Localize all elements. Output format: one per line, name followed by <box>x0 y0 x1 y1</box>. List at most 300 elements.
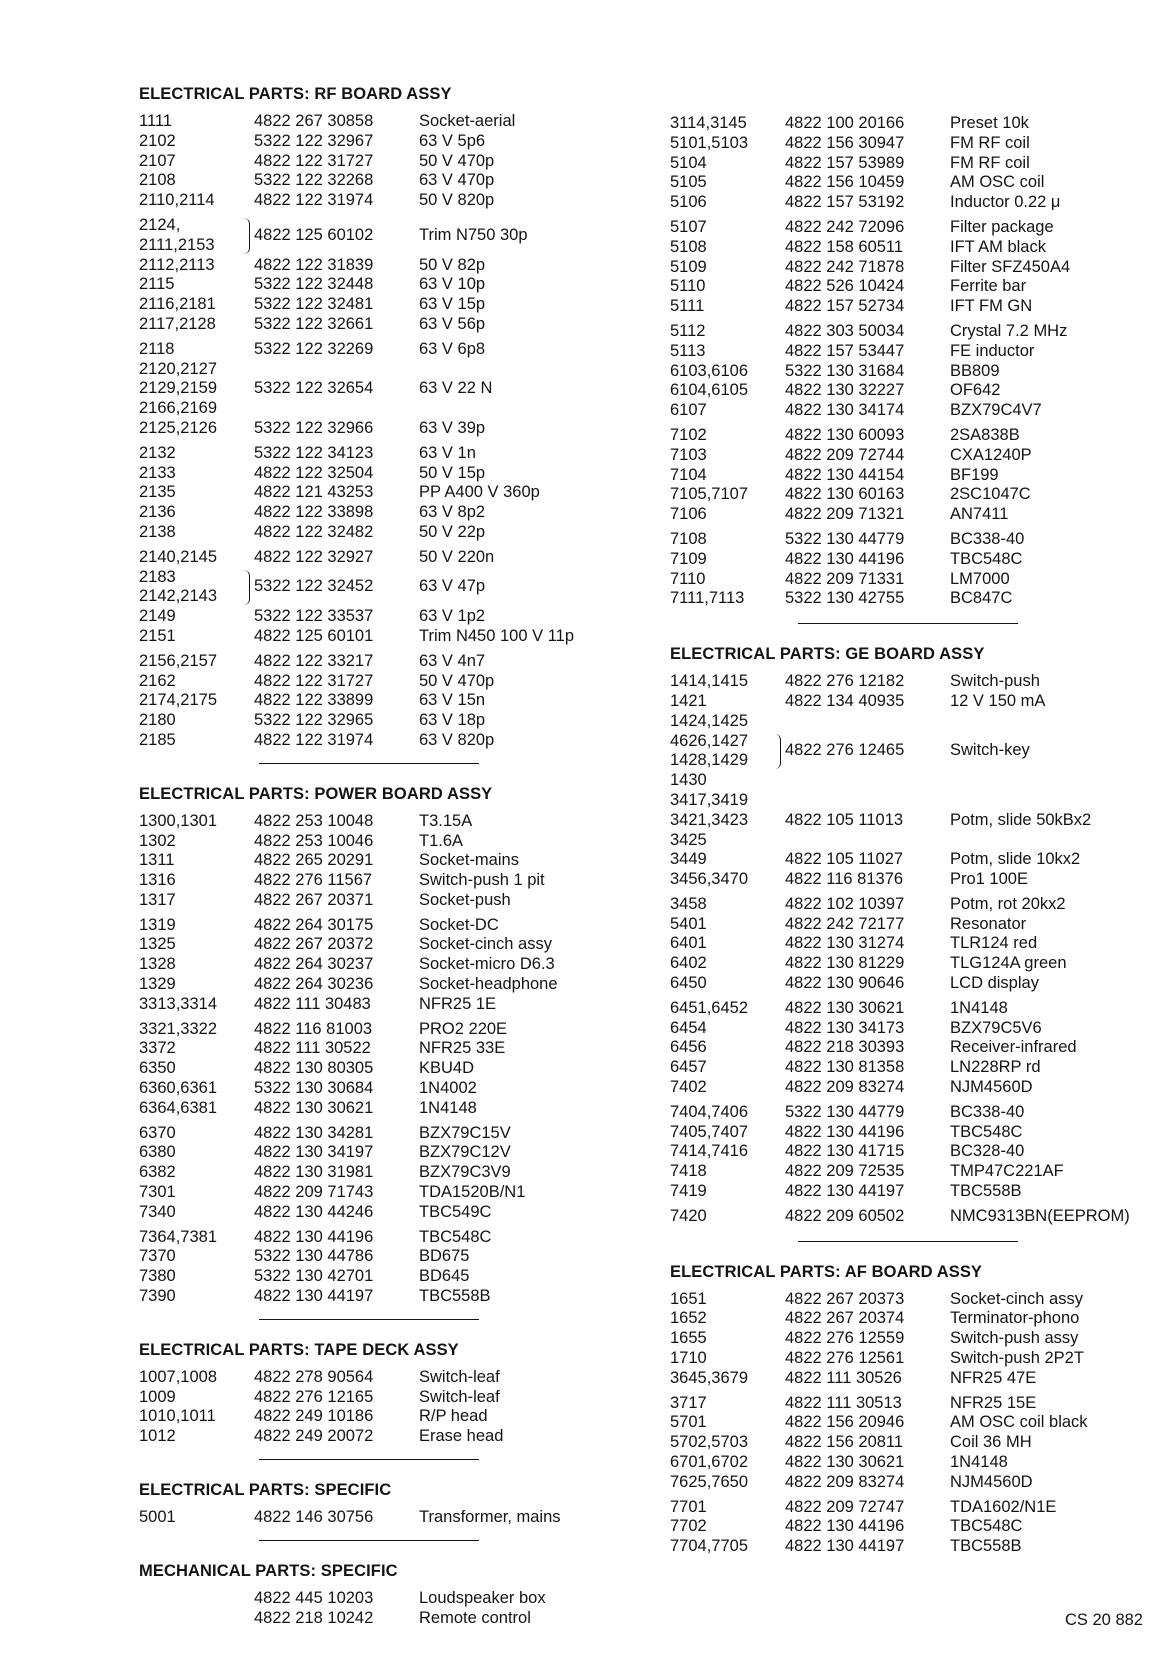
parts-row <box>670 1103 1160 1123</box>
part-number: 4822 130 90646 <box>785 974 905 993</box>
position-numbers: 6104,6105 <box>670 381 748 400</box>
position-numbers: 2166,2169 <box>139 399 217 418</box>
position-numbers: 3456,3470 <box>670 870 748 889</box>
part-description: PP A400 V 360p <box>419 483 540 502</box>
position-numbers: 2136 <box>139 503 176 522</box>
part-number: 4822 253 10048 <box>254 811 374 830</box>
parts-row <box>670 1162 1160 1182</box>
part-number: 4822 130 44196 <box>785 1122 905 1141</box>
position-numbers: 7405,7407 <box>670 1122 748 1141</box>
parts-row <box>139 935 629 955</box>
part-number: 4822 116 81003 <box>254 1019 373 1038</box>
parts-row <box>139 1287 629 1307</box>
position-numbers: 3114,3145 <box>670 114 747 132</box>
part-description <box>419 399 629 419</box>
part-description: 63 V 56p <box>419 314 486 333</box>
part-number: 4822 122 33898 <box>254 503 374 522</box>
parts-row <box>670 218 1160 238</box>
parts-row <box>670 934 1160 954</box>
part-number: 4822 276 12465 <box>785 741 905 760</box>
part-number: 4822 157 53989 <box>785 153 905 172</box>
part-description: TBC549C <box>419 1202 492 1221</box>
parts-row <box>139 483 629 503</box>
parts-row <box>139 1143 629 1163</box>
section-heading: ELECTRICAL PARTS: POWER BOARD ASSY <box>139 784 493 803</box>
part-description: AM OSC coil <box>950 173 1045 192</box>
part-description: Coil 36 MH <box>950 1433 1032 1452</box>
part-description: 63 V 15p <box>419 295 486 314</box>
position-numbers: 6450 <box>670 974 707 993</box>
parts-row <box>670 114 1160 134</box>
position-numbers: 5110 <box>670 277 706 296</box>
part-description: BZX79C5V6 <box>950 1018 1042 1037</box>
part-number: 4822 122 31727 <box>254 671 374 690</box>
parts-row <box>670 426 1160 446</box>
parts-row <box>670 732 1160 772</box>
part-description: Preset 10k <box>950 114 1029 132</box>
part-description: AN7411 <box>950 505 1009 524</box>
parts-row <box>139 568 629 608</box>
row-group <box>670 530 1160 609</box>
part-description: AM OSC coil black <box>950 1413 1088 1432</box>
part-description: 50 V 15p <box>419 463 486 482</box>
part-number: 5322 130 31684 <box>785 361 905 380</box>
part-description: 63 V 1n <box>419 443 476 462</box>
row-group <box>670 114 1160 213</box>
parts-section <box>139 1480 629 1528</box>
parts-row <box>670 134 1160 154</box>
row-group <box>670 1498 1160 1557</box>
part-description: BZX79C3V9 <box>419 1163 511 1182</box>
position-numbers: 1302 <box>139 831 176 850</box>
position-numbers: 5107 <box>670 217 707 236</box>
position-numbers: 5101,5103 <box>670 133 748 152</box>
parts-row <box>139 1247 629 1267</box>
part-number: 4822 267 30858 <box>254 112 374 130</box>
part-number: 4822 130 34173 <box>785 1018 905 1037</box>
part-description: 63 V 820p <box>419 730 495 749</box>
parts-row <box>139 955 629 975</box>
part-number: 4822 264 30175 <box>254 915 374 934</box>
part-number: 4822 122 31974 <box>254 730 374 749</box>
position-numbers: 1329 <box>139 975 176 994</box>
parts-row <box>139 1124 629 1144</box>
part-description: 2SA838B <box>950 425 1020 444</box>
section-divider <box>259 1540 479 1541</box>
part-number: 4822 125 60101 <box>254 626 374 645</box>
position-numbers: 6402 <box>670 954 707 973</box>
position-numbers <box>139 1589 254 1609</box>
section-divider <box>259 763 479 764</box>
parts-row <box>670 850 1160 870</box>
parts-row <box>139 652 629 672</box>
position-numbers: 2108 <box>139 171 176 190</box>
document-code: CS 20 882 <box>1065 1611 1143 1629</box>
position-numbers: 7420 <box>670 1206 707 1225</box>
position-numbers: 7102 <box>670 425 707 444</box>
part-description: BC328-40 <box>950 1142 1025 1161</box>
part-description: Filter package <box>950 217 1054 236</box>
position-numbers: 3421,3423 <box>670 810 748 829</box>
part-number: 4822 130 41715 <box>785 1142 905 1161</box>
part-number: 4822 157 53192 <box>785 193 905 212</box>
parts-row <box>139 1020 629 1040</box>
parts-row <box>139 1508 629 1528</box>
parts-row <box>670 238 1160 258</box>
position-numbers: 1300,1301 <box>139 811 217 830</box>
part-number: 4822 209 72744 <box>785 445 905 464</box>
part-number: 5322 122 32661 <box>254 314 374 333</box>
parts-row <box>670 915 1160 935</box>
part-number: 5322 130 42755 <box>785 589 905 608</box>
part-number: 4822 130 44246 <box>254 1202 374 1221</box>
part-description: LM7000 <box>950 569 1010 588</box>
position-numbers: 7111,7113 <box>670 589 745 608</box>
parts-row <box>139 1039 629 1059</box>
row-group <box>670 672 1160 890</box>
position-numbers: 1421 <box>670 691 707 710</box>
part-number: 4822 218 10242 <box>254 1608 374 1627</box>
part-description: BB809 <box>950 361 1000 380</box>
parts-row <box>139 731 629 751</box>
part-number: 4822 130 60093 <box>785 425 905 444</box>
part-description: Switch-push assy <box>950 1329 1079 1348</box>
part-number: 5322 130 30684 <box>254 1079 374 1098</box>
position-numbers: 2149 <box>139 607 176 626</box>
part-number: 4822 130 81358 <box>785 1058 905 1077</box>
parts-row <box>670 1473 1160 1493</box>
part-description: 63 V 470p <box>419 171 495 190</box>
position-numbers: 6457 <box>670 1058 707 1077</box>
part-description: Crystal 7.2 MHz <box>950 321 1068 340</box>
part-number <box>785 831 950 851</box>
parts-row <box>670 1394 1160 1414</box>
part-number: 4822 134 40935 <box>785 691 905 710</box>
part-number: 4822 276 11567 <box>254 871 373 890</box>
part-description: TBC548C <box>950 1122 1023 1141</box>
row-group <box>139 1368 629 1447</box>
part-description: TLR124 red <box>950 934 1038 953</box>
position-numbers: 7704,7705 <box>670 1537 748 1556</box>
position-numbers: 7364,7381 <box>139 1227 217 1246</box>
part-number: 4822 125 60102 <box>254 225 374 244</box>
part-number: 4822 130 44197 <box>785 1537 905 1556</box>
position-numbers: 2110,2114 <box>139 191 215 210</box>
part-number: 4822 102 10397 <box>785 894 905 913</box>
section-heading: ELECTRICAL PARTS: RF BOARD ASSY <box>139 85 452 103</box>
part-number: 4822 156 20811 <box>785 1433 904 1452</box>
part-description: TBC548C <box>419 1227 492 1246</box>
position-numbers: 7414,7416 <box>670 1142 748 1161</box>
position-numbers: 2156,2157 <box>139 651 217 670</box>
part-number: 5322 122 34123 <box>254 443 374 462</box>
row-group <box>139 1020 629 1119</box>
part-number: 4822 122 31974 <box>254 191 374 210</box>
row-group <box>670 999 1160 1098</box>
parts-row <box>139 1267 629 1287</box>
parts-row <box>139 275 629 295</box>
part-description: 50 V 470p <box>419 671 495 690</box>
part-number: 4822 130 30621 <box>785 1453 905 1472</box>
position-numbers: 5105 <box>670 173 707 192</box>
row-group <box>670 895 1160 994</box>
part-number: 4822 130 30621 <box>785 998 905 1017</box>
part-description: TBC548C <box>950 549 1023 568</box>
parts-row <box>139 916 629 936</box>
position-numbers: 2107 <box>139 151 176 170</box>
part-description: IFT AM black <box>950 237 1046 256</box>
row-group <box>139 216 629 335</box>
part-number: 4822 157 53447 <box>785 341 905 360</box>
row-group <box>139 112 629 211</box>
parts-row <box>139 464 629 484</box>
part-number <box>785 712 950 732</box>
part-number <box>785 771 950 791</box>
part-number: 4822 122 33217 <box>254 651 374 670</box>
part-number: 4822 130 44196 <box>785 549 905 568</box>
parts-row <box>670 771 1160 791</box>
part-description: TBC558B <box>950 1537 1022 1556</box>
parts-row <box>139 1099 629 1119</box>
part-number: 4822 105 11027 <box>785 850 904 869</box>
section-divider <box>259 1459 479 1460</box>
position-numbers: 2162 <box>139 671 176 690</box>
position-numbers: 2115 <box>139 275 175 294</box>
position-numbers: 7104 <box>670 465 707 484</box>
parts-row <box>670 505 1160 525</box>
parts-row <box>670 258 1160 278</box>
position-numbers: 3425 <box>670 830 707 849</box>
part-description: 50 V 820p <box>419 191 495 210</box>
part-description: PRO2 220E <box>419 1019 508 1038</box>
part-number: 4822 209 71331 <box>785 569 905 588</box>
part-description: Loudspeaker box <box>419 1588 546 1607</box>
part-number: 4822 156 10459 <box>785 173 905 192</box>
part-number: 4822 122 32482 <box>254 522 374 541</box>
part-description: Trim N450 100 V 11p <box>419 626 574 645</box>
part-description: Erase head <box>419 1427 504 1446</box>
part-description: 1N4148 <box>950 998 1008 1017</box>
part-description: NFR25 47E <box>950 1368 1037 1387</box>
part-number: 4822 122 32927 <box>254 547 374 566</box>
part-description: Receiver-infrared <box>950 1038 1077 1057</box>
part-number: 4822 111 30522 <box>254 1039 371 1058</box>
section-divider <box>259 1319 479 1320</box>
part-number: 4822 158 60511 <box>785 237 904 256</box>
parts-row <box>670 1309 1160 1329</box>
parts-row <box>139 1163 629 1183</box>
position-numbers <box>139 1609 254 1629</box>
position-numbers: 1311 <box>139 851 175 870</box>
position-numbers: 3645,3679 <box>670 1368 748 1387</box>
parts-row <box>670 193 1160 213</box>
part-description: BF199 <box>950 465 999 484</box>
row-group <box>139 1228 629 1307</box>
part-description: Switch-push 1 pit <box>419 871 545 890</box>
part-number: 4822 116 81376 <box>785 870 904 889</box>
parts-row <box>670 1517 1160 1537</box>
part-description: 63 V 8p2 <box>419 503 486 522</box>
position-numbers: 5112 <box>670 321 706 340</box>
part-number: 4822 526 10424 <box>785 277 905 296</box>
part-description: LN228RP rd <box>950 1058 1041 1077</box>
parts-row <box>670 1537 1160 1557</box>
row-group <box>139 1124 629 1223</box>
part-number: 4822 130 31981 <box>254 1163 374 1182</box>
parts-row <box>139 607 629 627</box>
part-description: Remote control <box>419 1608 531 1627</box>
part-description: TMP47C221AF <box>950 1162 1064 1181</box>
row-group <box>139 548 629 647</box>
parts-row <box>139 399 629 419</box>
part-number: 4822 130 31274 <box>785 934 905 953</box>
position-numbers: 1012 <box>139 1427 176 1446</box>
parts-row <box>139 295 629 315</box>
parts-row <box>670 1058 1160 1078</box>
part-description: 63 V 1p2 <box>419 607 486 626</box>
part-number: 4822 130 44197 <box>785 1182 905 1201</box>
part-description: 63 V 4n7 <box>419 651 486 670</box>
parts-row <box>139 851 629 871</box>
part-description: BZX79C4V7 <box>950 401 1042 420</box>
parts-row <box>670 589 1160 609</box>
position-numbers: 6370 <box>139 1123 176 1142</box>
position-numbers: 6103,6106 <box>670 361 748 380</box>
parts-row <box>139 1388 629 1408</box>
position-numbers: 5109 <box>670 257 707 276</box>
row-group <box>670 322 1160 421</box>
parts-row <box>670 277 1160 297</box>
row-group <box>139 1589 629 1629</box>
position-numbers: 5701 <box>670 1413 707 1432</box>
parts-row <box>139 523 629 543</box>
parts-section <box>670 114 1160 609</box>
part-description: BC338-40 <box>950 529 1025 548</box>
position-numbers: 6401 <box>670 934 707 953</box>
position-numbers: 7625,7650 <box>670 1472 748 1491</box>
part-description: Resonator <box>950 914 1027 933</box>
parts-row <box>670 1038 1160 1058</box>
part-number: 5322 122 32654 <box>254 379 374 398</box>
row-group <box>139 812 629 911</box>
part-description: KBU4D <box>419 1059 475 1078</box>
part-description: Switch-push <box>950 672 1040 691</box>
part-description <box>950 771 1160 791</box>
part-number: 4822 242 72096 <box>785 217 905 236</box>
position-numbers: 2138 <box>139 522 176 541</box>
part-description: TBC558B <box>950 1182 1022 1201</box>
position-numbers: 7106 <box>670 505 707 524</box>
part-description: 50 V 220n <box>419 547 495 566</box>
part-number: 4822 157 52734 <box>785 297 905 316</box>
part-number: 4822 303 50034 <box>785 321 905 340</box>
part-number: 4822 130 34197 <box>254 1143 374 1162</box>
part-number: 4822 445 10203 <box>254 1588 374 1607</box>
position-numbers: 1007,1008 <box>139 1367 217 1386</box>
parts-row <box>670 1349 1160 1369</box>
parts-row <box>670 692 1160 712</box>
position-numbers: 2120,2127 <box>139 359 217 378</box>
part-description: T1.6A <box>419 831 464 850</box>
part-number: 4822 278 90564 <box>254 1367 374 1386</box>
part-description: BZX79C12V <box>419 1143 511 1162</box>
parts-row <box>139 315 629 335</box>
part-number: 4822 111 30526 <box>785 1368 902 1387</box>
part-number <box>785 791 950 811</box>
parts-row <box>139 1368 629 1388</box>
part-number: 4822 209 83274 <box>785 1078 905 1097</box>
part-description: BC847C <box>950 589 1013 608</box>
part-description: BD675 <box>419 1247 470 1266</box>
part-number: 4822 242 72177 <box>785 914 905 933</box>
position-numbers: 7418 <box>670 1162 707 1181</box>
part-description <box>950 712 1160 732</box>
part-description: 50 V 470p <box>419 151 495 170</box>
part-number: 4822 122 31839 <box>254 255 374 274</box>
parts-row <box>670 550 1160 570</box>
parts-row <box>670 1019 1160 1039</box>
part-number: 5322 122 32965 <box>254 711 374 730</box>
part-description: FM RF coil <box>950 133 1030 152</box>
part-number: 4822 267 20372 <box>254 935 374 954</box>
part-number: 5322 130 42701 <box>254 1267 374 1286</box>
position-numbers: 7402 <box>670 1078 707 1097</box>
position-numbers: 3717 <box>670 1393 707 1412</box>
part-description: Switch-push 2P2T <box>950 1349 1084 1368</box>
part-number <box>254 399 419 419</box>
parts-section <box>139 84 629 751</box>
part-number: 4822 130 34174 <box>785 401 905 420</box>
part-number: 5322 122 32452 <box>254 577 374 596</box>
part-description <box>950 791 1160 811</box>
position-numbers: 2118 <box>139 339 175 358</box>
parts-row <box>139 711 629 731</box>
position-numbers: 7105,7107 <box>670 485 748 504</box>
parts-row <box>139 995 629 1015</box>
position-numbers: 2185 <box>139 730 176 749</box>
part-number: 4822 209 72747 <box>785 1497 905 1516</box>
part-number: 5322 130 44779 <box>785 1102 905 1121</box>
part-number: 4822 130 44154 <box>785 465 905 484</box>
part-number: 4822 111 30513 <box>785 1393 902 1412</box>
part-number: 4822 130 44196 <box>785 1517 905 1536</box>
parts-row <box>670 672 1160 692</box>
position-numbers: 5401 <box>670 914 707 933</box>
part-description: Switch-leaf <box>419 1387 500 1406</box>
position-numbers: 1328 <box>139 955 176 974</box>
part-description: Socket-cinch assy <box>419 935 552 954</box>
position-numbers: 2132 <box>139 443 176 462</box>
parts-row <box>670 1142 1160 1162</box>
parts-row <box>139 891 629 911</box>
part-description: Trim N750 30p <box>419 225 528 244</box>
position-numbers: 7301 <box>139 1183 176 1202</box>
part-description: TBC548C <box>950 1517 1023 1536</box>
position-numbers: 5106 <box>670 193 707 212</box>
parts-row <box>139 171 629 191</box>
parts-section <box>670 1262 1160 1557</box>
parts-row <box>670 712 1160 732</box>
position-numbers: 1430 <box>670 771 707 790</box>
position-numbers: 2140,2145 <box>139 547 217 566</box>
part-number: 4822 276 12559 <box>785 1329 905 1348</box>
part-number: 4822 209 71743 <box>254 1183 374 1202</box>
part-description: OF642 <box>950 381 1001 400</box>
part-number: 4822 130 60163 <box>785 485 905 504</box>
position-numbers: 2117,2128 <box>139 314 216 333</box>
part-description: BC338-40 <box>950 1102 1025 1121</box>
parts-row <box>139 548 629 568</box>
